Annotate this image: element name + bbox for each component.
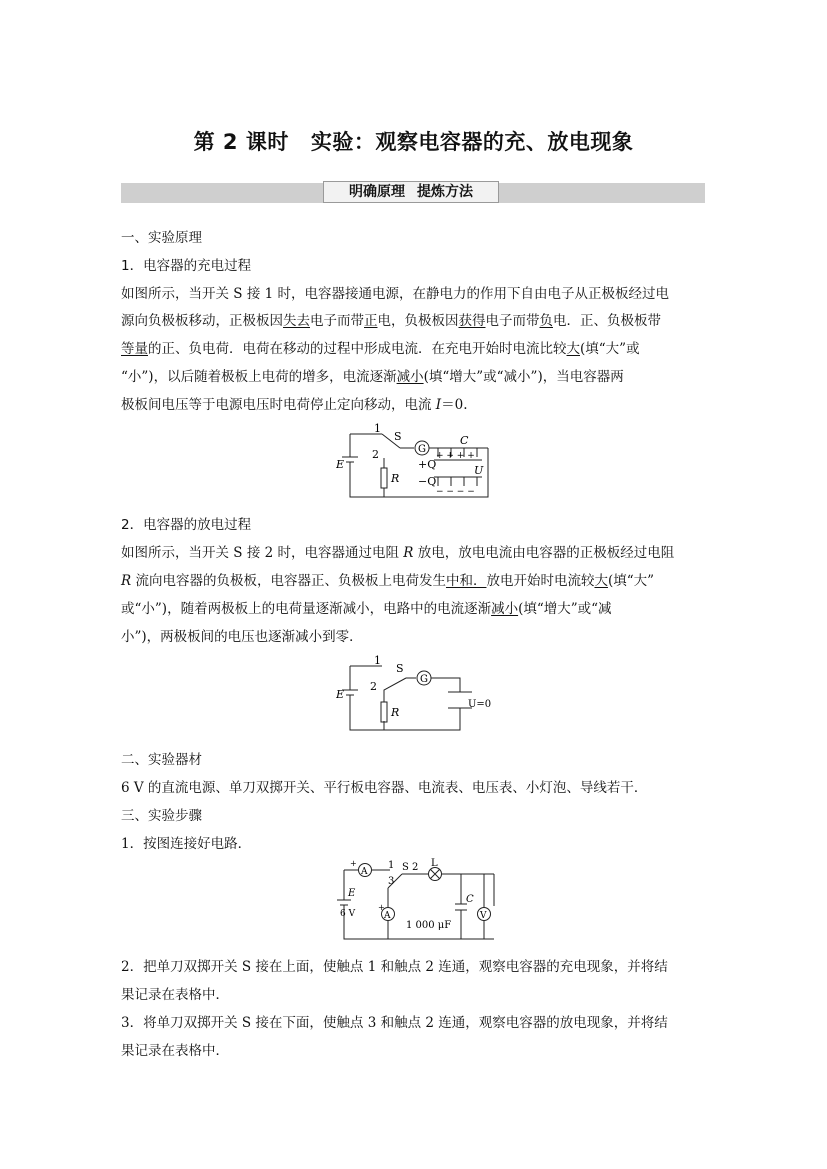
fig1-label-1: 1: [374, 422, 381, 435]
step-2-line1: 2．把单刀双掷开关 S 接在上面，使触点 1 和触点 2 连通，观察电容器的充电现象，并将结: [121, 959, 668, 975]
banner-label: [323, 181, 499, 203]
p1-line5: 极板间电压等于电源电压时电荷停止定向移动，电流 I＝0.: [121, 397, 468, 413]
fig1-label-minusq: −Q: [418, 475, 437, 488]
fig3-label-e: E: [348, 888, 356, 899]
blank-decrease-2: 减小: [491, 601, 519, 617]
fig2-label-r: R: [391, 706, 400, 719]
section-banner: [121, 183, 705, 203]
fig1-label-c: C: [460, 434, 469, 447]
fig3-label-1: 1: [388, 860, 395, 871]
blank-lose: 失去: [283, 313, 310, 329]
subheading-discharging: 2．电容器的放电过程: [121, 517, 252, 533]
fig2-label-s: S: [396, 662, 404, 675]
p1-line1: 如图所示，当开关 S 接 1 时，电容器接通电源，在静电力的作用下自由电子从正极板经过电: [121, 286, 670, 302]
fig3-label-s2: S 2: [402, 862, 419, 873]
heading-steps: 三、实验步骤: [121, 808, 202, 824]
fig1-minus-signs: − − − −: [436, 487, 475, 497]
blank-positive: 正: [364, 313, 378, 329]
discharging-circuit-diagram: [336, 652, 496, 736]
charging-circuit-diagram: [336, 422, 496, 504]
fig3-label-6v: 6 V: [340, 909, 356, 919]
ammeter-icon-2: A: [384, 911, 391, 921]
blank-gain: 获得: [458, 313, 486, 329]
fig1-label-u: U: [474, 464, 484, 477]
fig1-label-plusq: +Q: [418, 458, 437, 471]
p1-line4: “小”)，以后随着极板上电荷的增多，电流逐渐减小(填“增大”或“减小”)，当电容器两: [121, 369, 624, 385]
blank-neutralize: 中和．: [445, 573, 487, 589]
heading-equipment: 二、实验器材: [121, 752, 202, 768]
blank-equal: 等量: [121, 341, 148, 357]
fig1-label-r: R: [391, 472, 400, 485]
experiment-circuit-diagram: [336, 858, 496, 942]
p1-line2: 源向负极板移动，正极板因失去电子而带正电，负极板因获得电子而带负电．正、负极板带: [121, 313, 661, 329]
fig1-label-s: S: [394, 430, 402, 443]
fig2-label-2: 2: [370, 680, 377, 693]
p2-line4: 小”)，两极板间的电压也逐渐减小到零．: [121, 629, 363, 645]
fig1-label-2: 2: [372, 448, 379, 461]
ammeter-icon-1: A: [361, 867, 368, 877]
step-2-line2: 果记录在表格中．: [121, 987, 229, 1003]
p2-line2: R 流向电容器的负极板，电容器正、负极板上电荷发生中和．放电开始时电流较大(填“大”: [121, 573, 655, 589]
fig1-label-e: E: [336, 458, 345, 471]
blank-decrease: 减小: [396, 369, 424, 385]
fig2-label-1: 1: [374, 654, 381, 667]
subheading-charging: 1．电容器的充电过程: [121, 258, 252, 274]
fig3-label-3: 3: [388, 876, 395, 887]
page-title: [0, 126, 827, 156]
banner-left: 明确原理: [349, 184, 405, 200]
p1-line3: 等量的正、负电荷．电荷在移动的过程中形成电流．在充电开始时电流比较大(填“大”或: [121, 341, 640, 357]
fig3-plus-2: +: [378, 903, 385, 912]
fig3-label-c: C: [466, 894, 474, 905]
galvanometer-icon-2: G: [420, 674, 428, 685]
lesson-topic: 实验：观察电容器的充、放电现象: [310, 130, 634, 154]
galvanometer-icon: G: [418, 444, 426, 455]
blank-large: 大: [566, 341, 580, 357]
fig3-plus-1: +: [350, 859, 357, 868]
fig2-label-u0: U=0: [468, 699, 492, 710]
banner-right: 提炼方法: [417, 184, 473, 200]
step-3-line1: 3．将单刀双掷开关 S 接在下面，使触点 3 和触点 2 连通，观察电容器的放电现象，并将结: [121, 1015, 668, 1031]
blank-large-2: 大: [594, 573, 608, 589]
step-3-line2: 果记录在表格中．: [121, 1043, 229, 1059]
step-1: 1．按图连接好电路．: [121, 836, 252, 852]
lesson-number: 第 2 课时: [193, 130, 289, 154]
blank-negative: 负: [539, 313, 553, 329]
fig2-label-e: E: [336, 688, 345, 701]
p2-line3: 或“小”)，随着两极板上的电荷量逐渐减小，电路中的电流逐渐减小(填“增大”或“减: [121, 601, 612, 617]
p2-line1: 如图所示，当开关 S 接 2 时，电容器通过电阻 R 放电，放电电流由电容器的正极板经过电阻: [121, 545, 675, 561]
fig1-plus-signs: + + + +: [436, 451, 475, 461]
heading-principle: 一、实验原理: [121, 230, 202, 246]
fig3-label-capacitance: 1 000 μF: [406, 920, 452, 931]
equipment-list: 6 V 的直流电源、单刀双掷开关、平行板电容器、电流表、电压表、小灯泡、导线若干．: [121, 780, 648, 796]
lamp-icon: L: [431, 858, 438, 869]
voltmeter-icon: V: [480, 911, 487, 921]
